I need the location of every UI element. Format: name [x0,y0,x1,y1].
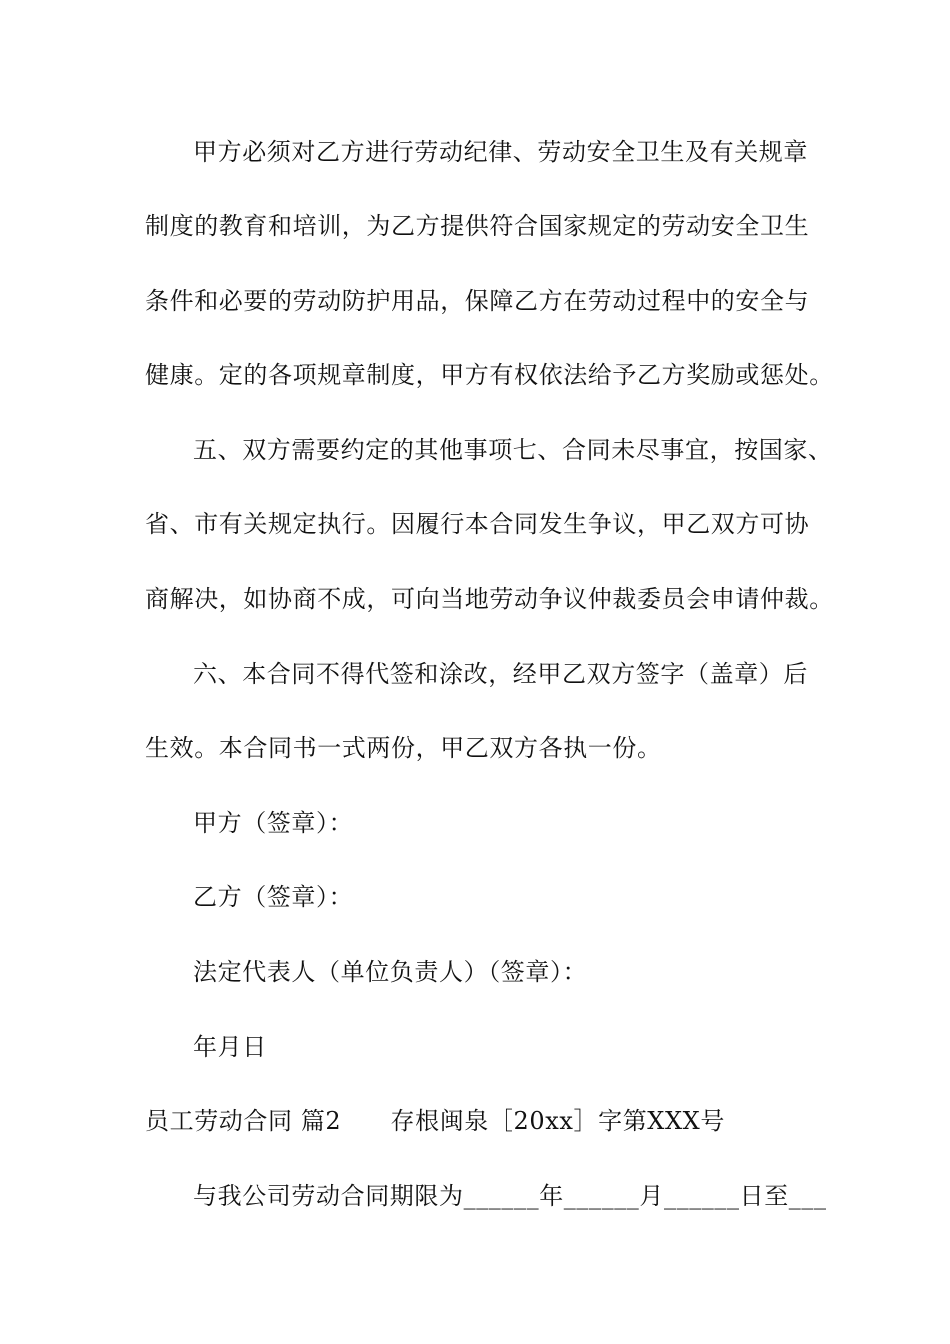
paragraph-line: 五、双方需要约定的其他事项七、合同未尽事宜，按国家、 [193,436,833,464]
signature-legal-rep: 法定代表人（单位负责人）（签章）： [193,958,588,986]
signature-date: 年月日 [193,1033,267,1061]
paragraph-line: 省、市有关规定执行。因履行本合同发生争议，甲乙双方可协 [145,510,810,538]
section-heading: 员工劳动合同 篇2 存根闽泉［20xx］字第XXX号 [145,1107,725,1135]
paragraph-line: 健康。定的各项规章制度，甲方有权依法给予乙方奖励或惩处。 [145,361,834,389]
signature-party-a: 甲方（签章）： [193,809,354,837]
paragraph-line: 商解决，如协商不成，可向当地劳动争议仲裁委员会申请仲裁。 [145,585,834,613]
paragraph-line: 与我公司劳动合同期限为______年______月______日至___ [193,1182,827,1210]
signature-party-b: 乙方（签章）： [193,883,354,911]
paragraph-line: 制度的教育和培训，为乙方提供符合国家规定的劳动安全卫生 [145,212,810,240]
paragraph-line: 甲方必须对乙方进行劳动纪律、劳动安全卫生及有关规章 [193,138,808,166]
paragraph-line: 六、本合同不得代签和涂改，经甲乙双方签字（盖章）后 [193,660,808,688]
paragraph-line: 条件和必要的劳动防护用品，保障乙方在劳动过程中的安全与 [145,287,810,315]
paragraph-line: 生效。本合同书一式两份，甲乙双方各执一份。 [145,734,662,762]
